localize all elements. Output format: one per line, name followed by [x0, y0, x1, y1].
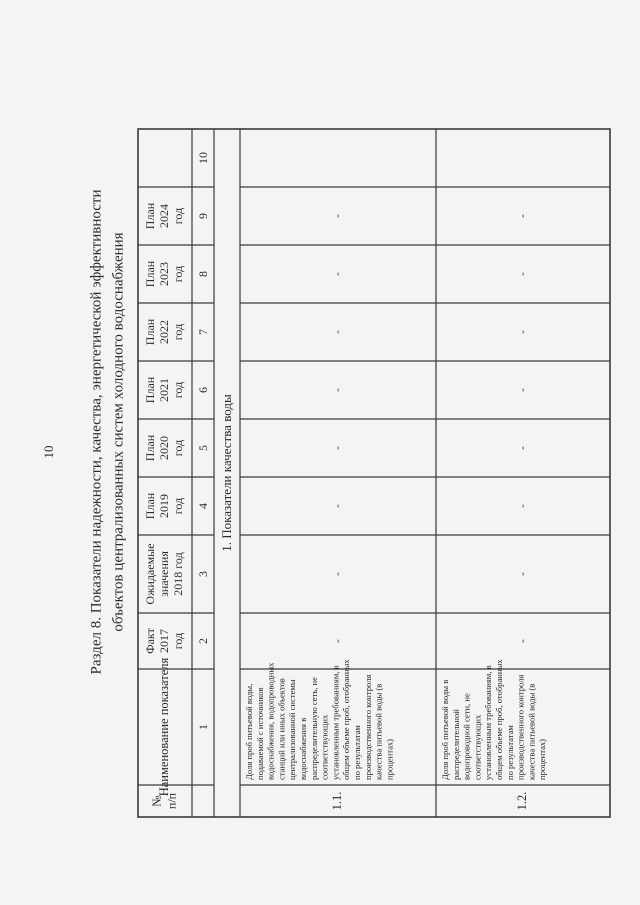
header-fact-2017: год — [170, 632, 185, 650]
indicator-name-line: водопроводной сети, не — [461, 693, 472, 780]
header-fact-2017: Факт — [142, 628, 157, 654]
indicator-name-line: водоснабжения в — [297, 717, 308, 780]
indicator-value: - — [516, 214, 529, 218]
indicator-value: - — [516, 330, 529, 334]
indicator-value: - — [516, 504, 529, 508]
indicator-name-line: распределительную сеть, не — [308, 677, 319, 780]
indicator-name-line: по результатам — [504, 725, 515, 780]
header-plan-1: год — [170, 439, 185, 457]
indicator-name-line: водоснабжения, водопроводных — [265, 662, 276, 780]
header-name: Наименование показателя — [156, 657, 171, 797]
indicator-value: - — [331, 330, 344, 334]
indicator-name-line: Доля проб питьевой воды в — [439, 679, 450, 780]
header-plan-4: год — [170, 265, 185, 283]
indicator-name-line: установленным требованиям, в — [330, 665, 341, 780]
indicator-value: - — [516, 446, 529, 450]
section-title-line2: объектов централизованных систем холодного водоснабжения — [110, 232, 127, 632]
indicator-value: - — [331, 446, 344, 450]
header-plan-0: год — [170, 497, 185, 515]
column-number: 2 — [195, 638, 210, 644]
header-plan-4: 2023 — [156, 262, 171, 286]
indicator-value: - — [516, 388, 529, 392]
header-plan-3: год — [170, 323, 185, 341]
column-number: 1 — [195, 724, 210, 730]
column-number: 10 — [195, 152, 210, 164]
header-plan-2: 2021 — [156, 378, 171, 402]
indicator-value: - — [331, 572, 344, 576]
column-number: 5 — [195, 445, 210, 451]
header-plan-3: 2022 — [156, 320, 171, 344]
indicator-value: - — [516, 572, 529, 576]
indicator-value: - — [331, 214, 344, 218]
page-number: 10 — [40, 445, 56, 459]
indicator-name-line: подаваемой с источников — [254, 687, 265, 780]
indicator-value: - — [331, 639, 344, 643]
indicator-name-line: централизованной системы — [287, 679, 298, 780]
indicator-name-line: процентах) — [537, 738, 548, 780]
indicator-value: - — [516, 639, 529, 643]
indicator-value: - — [331, 504, 344, 508]
column-number: 9 — [195, 213, 210, 219]
column-number: 4 — [195, 503, 210, 509]
indicator-name-line: Доля проб питьевой воды, — [243, 683, 254, 780]
section-quality-of-water: 1. Показатели качества воды — [218, 394, 234, 552]
header-plan-1: 2020 — [156, 436, 171, 460]
indicator-name-line: соответствующих — [472, 714, 483, 780]
indicator-name-line: процентах) — [384, 738, 395, 780]
header-plan-2: План — [142, 376, 157, 404]
header-plan-0: План — [142, 492, 157, 520]
header-expected-2018: Ожидаемые — [142, 543, 157, 605]
indicator-name-line: производственного контроля — [515, 674, 526, 780]
indicator-name-line: распределительной — [450, 709, 461, 780]
indicator-name-line: общем объеме проб, отобранных — [341, 659, 352, 780]
indicator-name-line: соответствующих — [319, 714, 330, 780]
indicator-name-line: качества питьевой воды (в — [526, 683, 537, 780]
section-title-line1: Раздел 8. Показатели надежности, качества, энергетической эффективности — [88, 189, 105, 675]
header-expected-2018: значения — [156, 551, 171, 597]
header-plan-5: 2024 — [156, 204, 171, 228]
header-num: п/п — [164, 792, 179, 810]
indicator-name-line: общем объеме проб, отобранных — [493, 659, 504, 780]
header-num: № — [149, 795, 164, 807]
indicator-value: - — [516, 272, 529, 276]
header-plan-0: 2019 — [156, 494, 171, 518]
header-plan-3: План — [142, 318, 157, 346]
row-number: 1.2. — [514, 791, 529, 811]
indicator-value: - — [331, 388, 344, 392]
indicator-name-line: производственного контроля — [362, 674, 373, 780]
header-expected-2018: 2018 год — [170, 552, 185, 596]
column-number: 3 — [195, 571, 210, 577]
column-number: 7 — [195, 329, 210, 335]
indicator-name-line: качества питьевой воды (в — [373, 683, 384, 780]
indicator-name-line: установленным требованиям, в — [483, 665, 494, 780]
indicator-value: - — [331, 272, 344, 276]
header-plan-5: План — [142, 202, 157, 230]
indicator-name-line: станций или иных объектов — [276, 678, 287, 780]
header-fact-2017: 2017 — [156, 629, 171, 653]
row-number: 1.1. — [329, 791, 344, 811]
header-plan-1: План — [142, 434, 157, 462]
header-plan-4: План — [142, 260, 157, 288]
column-number: 6 — [195, 387, 210, 393]
header-plan-2: год — [170, 381, 185, 399]
column-number: 8 — [195, 271, 210, 277]
header-plan-5: год — [170, 207, 185, 225]
indicator-name-line: по результатам — [351, 725, 362, 780]
